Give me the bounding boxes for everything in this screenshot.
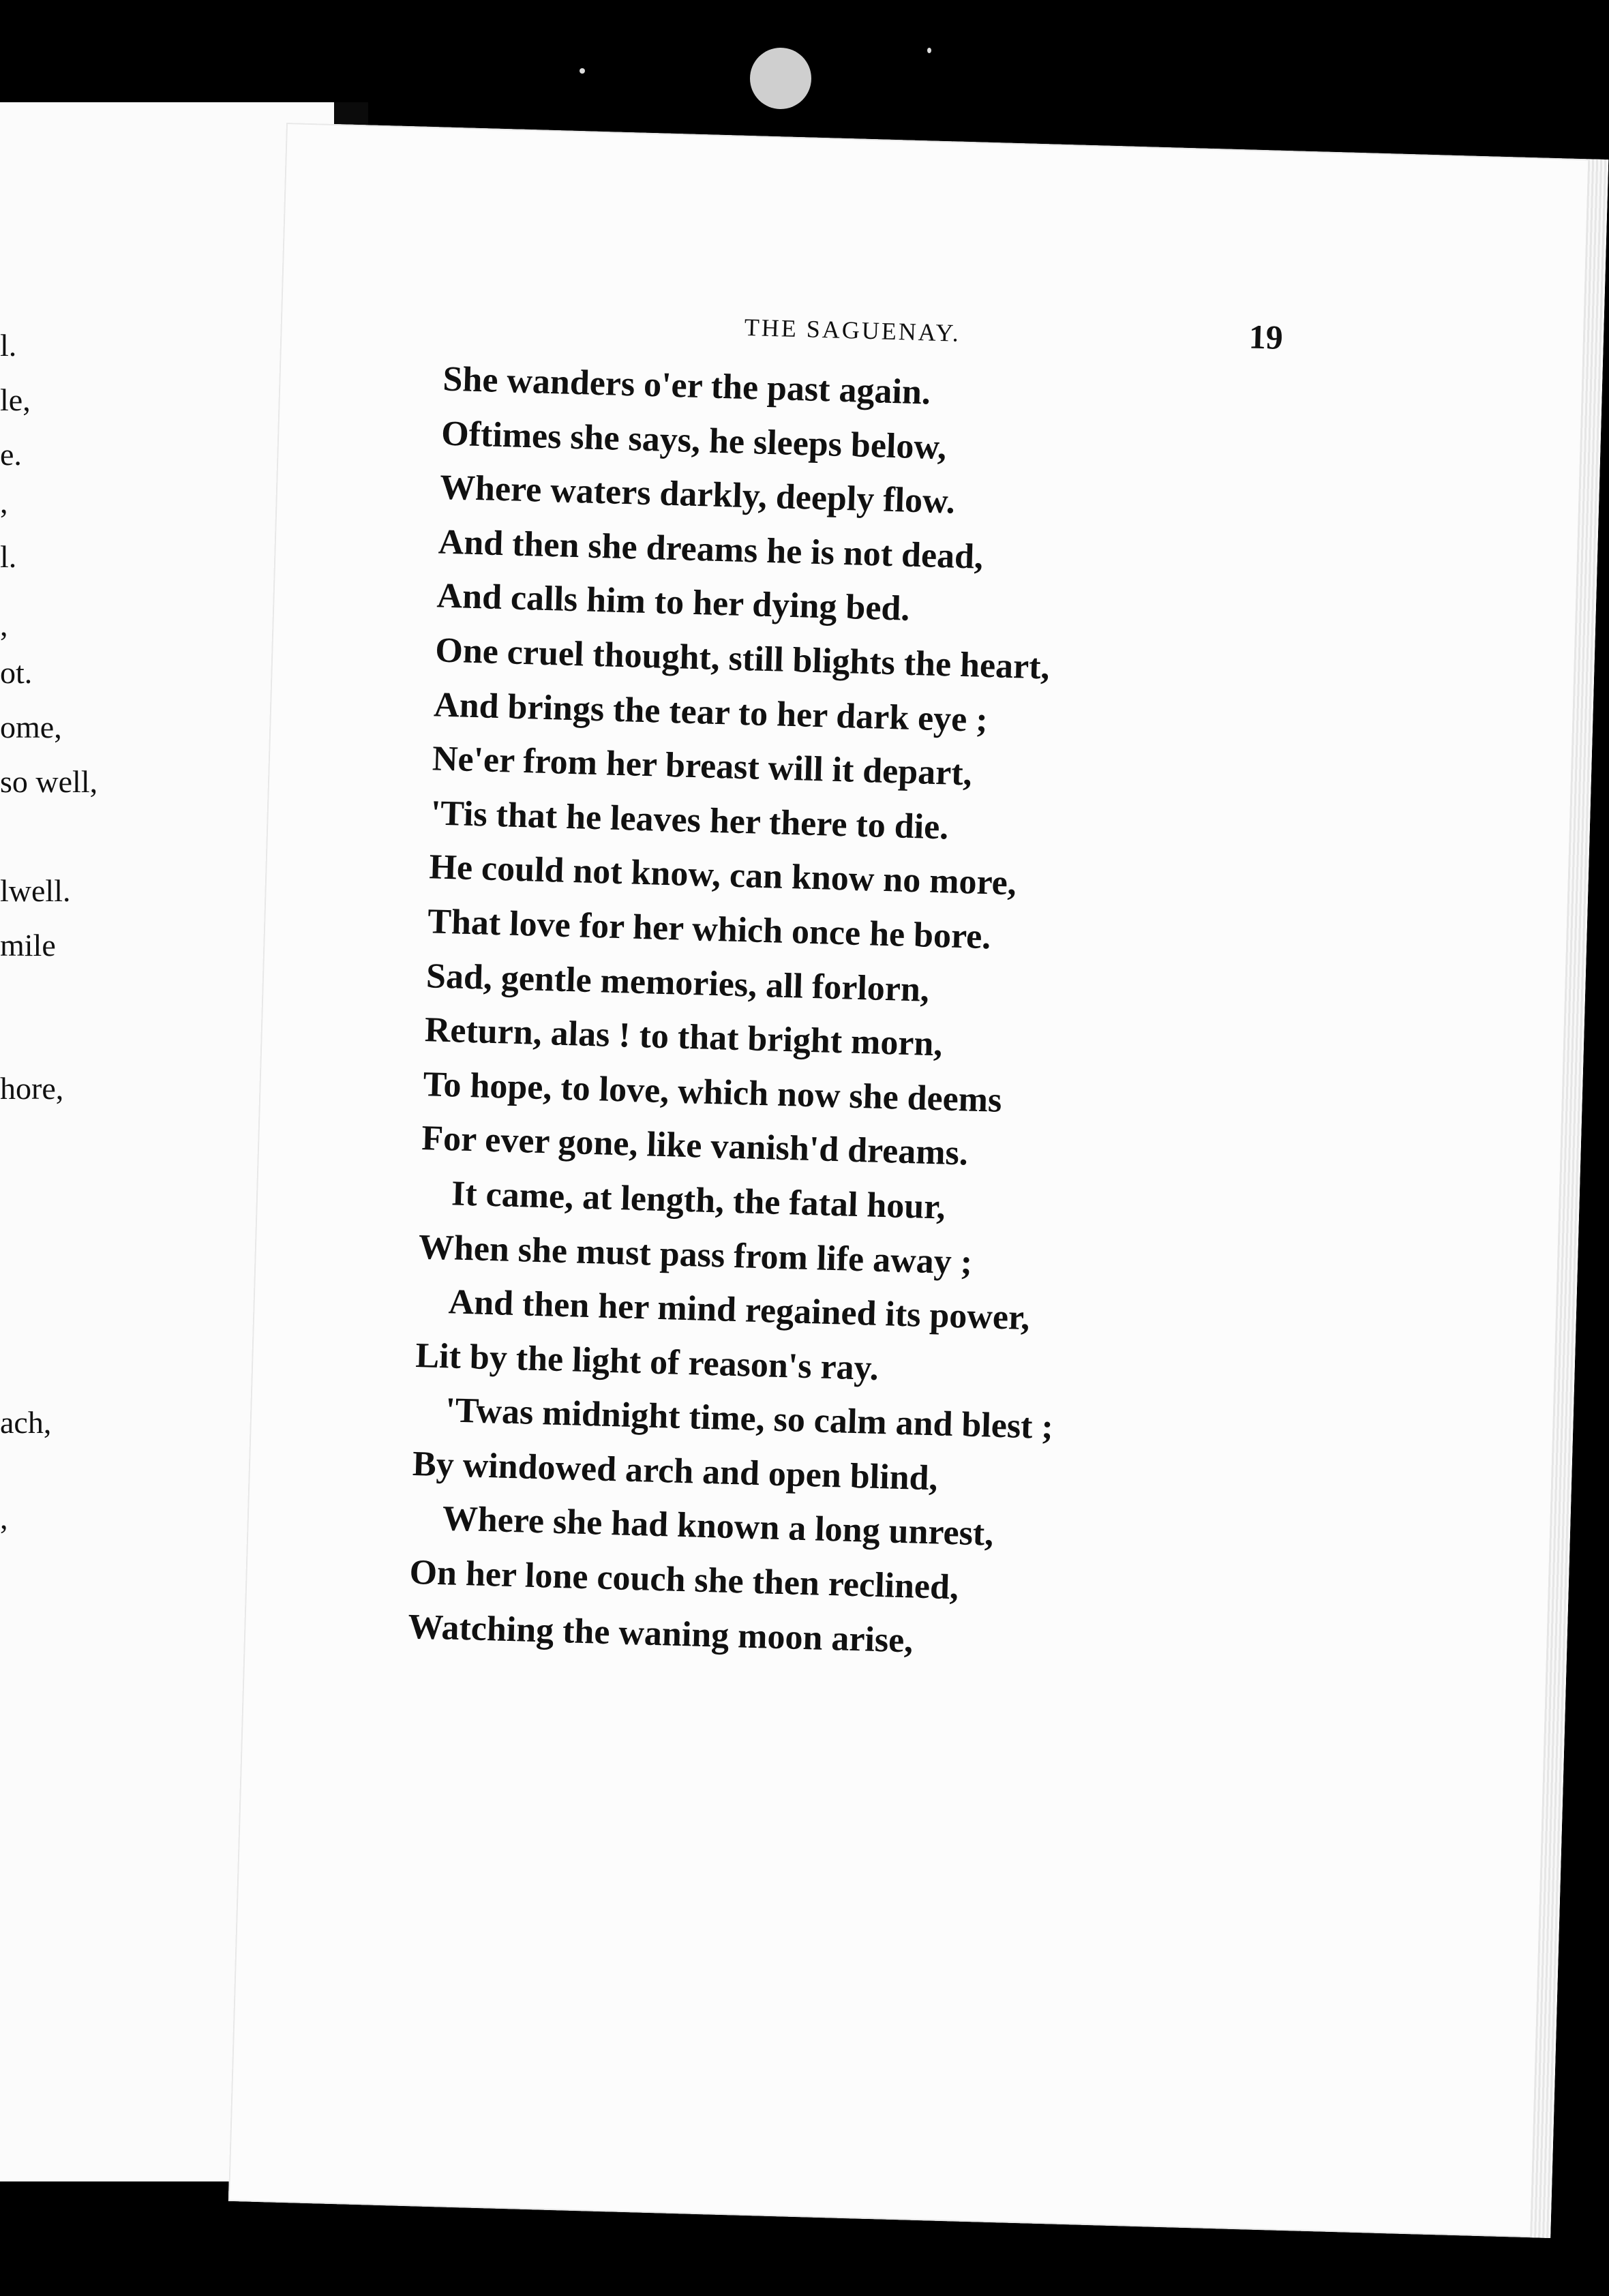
left-fragment: e. xyxy=(0,437,22,472)
poem-line: She wanders o'er the past again. xyxy=(442,359,931,412)
left-fragment: lwell. xyxy=(0,873,71,908)
poem-line: For ever gone, like vanish'd dreams. xyxy=(421,1119,969,1173)
poem-line: By windowed arch and open blind, xyxy=(412,1444,939,1498)
poem-line: Where she had known a long unrest, xyxy=(442,1499,994,1554)
poem-line: On her lone couch she then reclined, xyxy=(408,1552,959,1607)
poem-line: He could not know, can know no more, xyxy=(428,847,1017,903)
dust-speck xyxy=(750,48,811,109)
poem-line: 'Twas midnight time, so calm and blest ; xyxy=(445,1391,1054,1447)
left-fragment: , xyxy=(0,485,8,519)
poem-line: Sad, gentle memories, all forlorn, xyxy=(425,956,930,1010)
poem-line: One cruel thought, still blights the heart, xyxy=(434,631,1051,687)
poem-line: Where waters darkly, deeply flow. xyxy=(439,468,956,522)
dust-speck xyxy=(927,48,931,53)
left-fragment: , xyxy=(0,1500,8,1535)
left-fragment: ome, xyxy=(0,710,62,744)
dust-speck xyxy=(580,68,585,74)
poem-line: And then she dreams he is not dead, xyxy=(438,522,984,577)
poem-line: That love for her which once he bore. xyxy=(427,902,992,957)
poem-line: It came, at length, the fatal hour, xyxy=(451,1174,946,1227)
poem-line: Return, alas ! to that bright morn, xyxy=(424,1010,944,1064)
poem-line: To hope, to love, which now she deems xyxy=(422,1064,1003,1120)
left-fragment: mile xyxy=(0,928,56,963)
right-page xyxy=(228,123,1608,2238)
page-edges xyxy=(1530,159,1608,2238)
poem-line: When she must pass from life away ; xyxy=(418,1227,973,1282)
poem-line: And then her mind regained its power, xyxy=(447,1282,1031,1338)
left-fragment: le, xyxy=(0,382,31,417)
left-fragment: so well, xyxy=(0,764,98,799)
poem-line: Ne'er from her breast will it depart, xyxy=(432,739,973,794)
left-fragment: l. xyxy=(0,328,17,363)
left-fragment: hore, xyxy=(0,1071,64,1106)
poem-line: Oftimes she says, he sleeps below, xyxy=(440,414,947,467)
poem-line: 'Tis that he leaves her there to die. xyxy=(430,794,950,847)
left-fragment: ach, xyxy=(0,1405,52,1440)
poem-line: And brings the tear to her dark eye ; xyxy=(433,684,989,740)
page-number: 19 xyxy=(1248,317,1284,357)
left-fragment: l. xyxy=(0,539,17,574)
left-fragment: ot. xyxy=(0,655,33,690)
poem-line: Lit by the light of reason's ray. xyxy=(415,1335,879,1388)
running-head: THE SAGUENAY. xyxy=(744,313,961,347)
poem-line: Watching the waning moon arise, xyxy=(407,1607,914,1661)
poem-text xyxy=(407,352,1329,1679)
poem-line: And calls him to her dying bed. xyxy=(436,576,911,629)
left-fragment: , xyxy=(0,607,8,642)
